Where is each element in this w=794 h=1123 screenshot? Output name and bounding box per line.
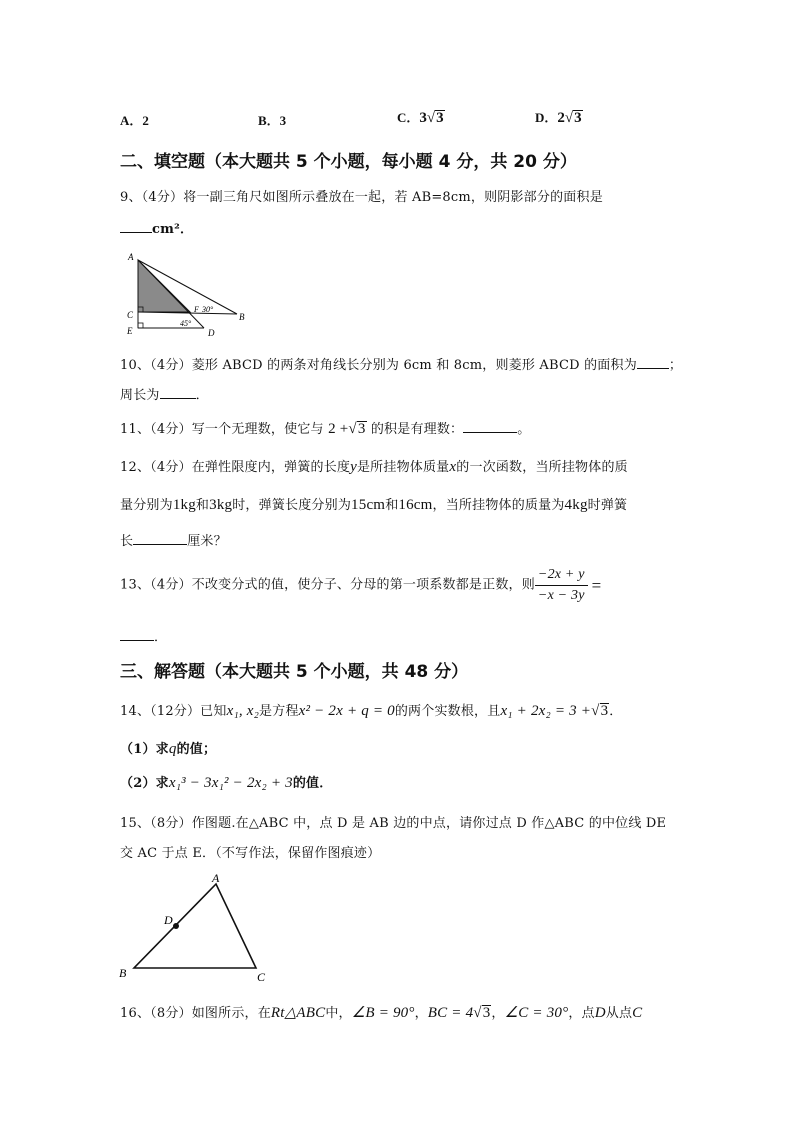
question-16-sep1: ， (414, 1006, 428, 1021)
point-c-label: C (632, 1005, 643, 1021)
answer-blank[interactable] (160, 386, 196, 399)
sqrt-icon: √ (348, 421, 357, 437)
label-f: F (194, 305, 199, 314)
part-1-a: （1）求 (120, 742, 169, 757)
bc-length: BC = 4 (427, 1005, 474, 1021)
question-11-post: 的积是有理数： (370, 422, 464, 437)
question-10-line-2 (120, 384, 209, 403)
label-e: E (127, 326, 133, 336)
equation: x² − 2x + q = 0 (298, 703, 395, 719)
question-10-text: 10、（4分）菱形 ABCD 的两条对角线长分别为 6cm 和 8cm，则菱形 ABCD 的面积为 (120, 358, 637, 373)
question-11-pre: 11、（4分）写一个无理数，使它与 (120, 422, 324, 437)
angle-45-label: 45° (180, 319, 192, 328)
question-11 (120, 418, 530, 438)
option-d-radicand: 3 (574, 110, 582, 126)
sqrt-icon: √ (564, 110, 574, 126)
angle-b: ∠B = 90° (351, 1005, 415, 1021)
question-14-pre: 14、（12分）已知 (120, 704, 227, 719)
sqrt-icon: √ (473, 1005, 482, 1021)
question-10-end: ． (195, 388, 209, 403)
question-14-end: ． (609, 704, 623, 719)
question-13-text: 13、（4分）不改变分式的值，使分子、分母的第一项系数都是正数，则 (120, 577, 535, 593)
answer-blank[interactable] (120, 220, 152, 233)
fraction-numerator: −2x + y (535, 565, 588, 586)
question-10-perimeter-text: 周长为 (120, 388, 160, 403)
sqrt-icon: √ (426, 110, 436, 126)
length-1: 15cm (351, 497, 386, 513)
question-12-text-h: 长 (120, 534, 134, 549)
mass-1: 1kg (172, 497, 196, 513)
question-15-figure (115, 872, 275, 984)
label-b: B (119, 966, 127, 980)
section-2-title: 二、填空题（本大题共 5 个小题，每小题 4 分，共 20 分） (120, 152, 577, 172)
answer-blank[interactable] (463, 420, 517, 433)
question-16-mid2: ，点 (568, 1006, 595, 1021)
part-1-b: 的值； (176, 742, 217, 757)
question-12-text-e: 时，弹簧长度分别为 (232, 498, 352, 513)
question-13-fraction (535, 565, 588, 606)
question-9-answer-line (120, 218, 193, 237)
answer-blank[interactable] (120, 628, 154, 641)
condition: x₁ + 2x₂ = 3 + (500, 703, 592, 719)
sqrt-icon: √ (591, 703, 600, 719)
question-11-radicand: 3 (357, 421, 366, 437)
angle-c: ∠C = 30° (504, 1005, 569, 1021)
question-12-text-a: 12、（4分）在弹性限度内，弹簧的长度 (120, 460, 351, 475)
question-12-text-c: 的一次函数，当所挂物体的质 (456, 460, 628, 475)
option-c-radicand: 3 (436, 110, 444, 126)
question-12-text-i: 厘米？ (187, 534, 227, 549)
option-c-coef: 3 (419, 110, 427, 126)
section-3-title: 三、解答题（本大题共 5 个小题，共 48 分） (120, 662, 469, 682)
mass-3: 4kg (564, 497, 588, 513)
question-14 (120, 700, 622, 720)
question-12-line-2 (120, 494, 627, 514)
question-16-pre: 16、（8分）如图所示，在 (120, 1006, 271, 1021)
expression: x₁³ − 3x₁² − 2x₂ + 3 (168, 775, 293, 791)
question-14-part-2 (120, 772, 332, 792)
question-13-answer-line (120, 626, 167, 645)
answer-blank[interactable] (637, 356, 669, 369)
question-12-text-f: ，当所挂物体的质量为 (432, 498, 565, 513)
question-12-line-3 (120, 530, 227, 549)
question-13-end: ． (154, 630, 168, 645)
question-11-end: 。 (517, 422, 531, 437)
triangle-name: Rt△ABC (270, 1005, 326, 1021)
condition-radicand: 3 (600, 703, 609, 719)
question-15-line-1: 15、（8分）作图题.在△ABC 中，点 D 是 AB 边的中点，请你过点 D 作△ABC 的中位线 DE (120, 816, 667, 831)
label-c: C (257, 970, 266, 984)
question-12-text-g: 时弹簧 (587, 498, 628, 513)
question-14-mid: 是方程 (259, 704, 299, 719)
part-2-a: （2）求 (120, 776, 169, 791)
question-16-mid1: 中， (325, 1006, 352, 1021)
question-13 (120, 565, 601, 606)
option-b: B．3 (258, 113, 287, 128)
point-d (173, 923, 179, 929)
label-a: A (128, 252, 134, 262)
question-14-mid2: 的两个实数根，且 (394, 704, 501, 719)
option-c (397, 107, 445, 127)
question-12-and-1: 和 (195, 498, 210, 513)
option-c-label: C． (397, 110, 420, 125)
question-9-unit: cm²． (152, 222, 194, 237)
question-12-text-d: 量分别为 (120, 498, 173, 513)
mass-2: 3kg (209, 497, 233, 513)
option-d-coef: 2 (557, 110, 565, 126)
question-12-text-b: 是所挂物体质量 (356, 460, 450, 475)
label-d: D (208, 328, 215, 338)
length-2: 16cm (398, 497, 433, 513)
question-10-sep: ； (668, 358, 683, 373)
question-10-line-1 (120, 354, 682, 373)
equals-sign: = (591, 575, 602, 595)
fraction-denominator: −x − 3y (537, 588, 585, 603)
question-11-expr: 2 + (328, 421, 349, 437)
var-y: y (350, 459, 357, 475)
question-16-mid3: 从点 (605, 1006, 633, 1021)
option-d-label: D． (535, 110, 558, 125)
var-x: x (449, 459, 457, 475)
point-d-label: D (594, 1005, 606, 1021)
question-14-part-1 (120, 738, 216, 758)
question-9-figure (122, 250, 252, 340)
label-d: D (164, 913, 173, 927)
label-b: B (239, 312, 245, 322)
question-15-line-2: 交 AC 于点 E．（不写作法，保留作图痕迹） (120, 846, 381, 861)
angle-30-label: 30° (202, 305, 214, 314)
option-d (535, 107, 583, 127)
var-q: q (168, 741, 177, 757)
question-16-sep2: ， (491, 1006, 505, 1021)
roots: x₁, x₂ (226, 703, 260, 719)
question-9-text: 9、（4分）将一副三角尺如图所示叠放在一起，若 AB=8cm，则阴影部分的面积是 (120, 190, 603, 205)
part-2-b: 的值． (292, 776, 333, 791)
bc-radicand: 3 (482, 1005, 491, 1021)
label-a: A (212, 872, 220, 885)
triangle-abc (134, 884, 256, 968)
option-a: A．2 (120, 113, 149, 128)
question-12-and-2: 和 (385, 498, 399, 513)
question-12-line-1 (120, 456, 628, 476)
answer-blank[interactable] (133, 532, 187, 545)
question-16 (120, 1002, 642, 1022)
label-c: C (127, 310, 134, 320)
right-angle-mark-e (138, 323, 143, 328)
